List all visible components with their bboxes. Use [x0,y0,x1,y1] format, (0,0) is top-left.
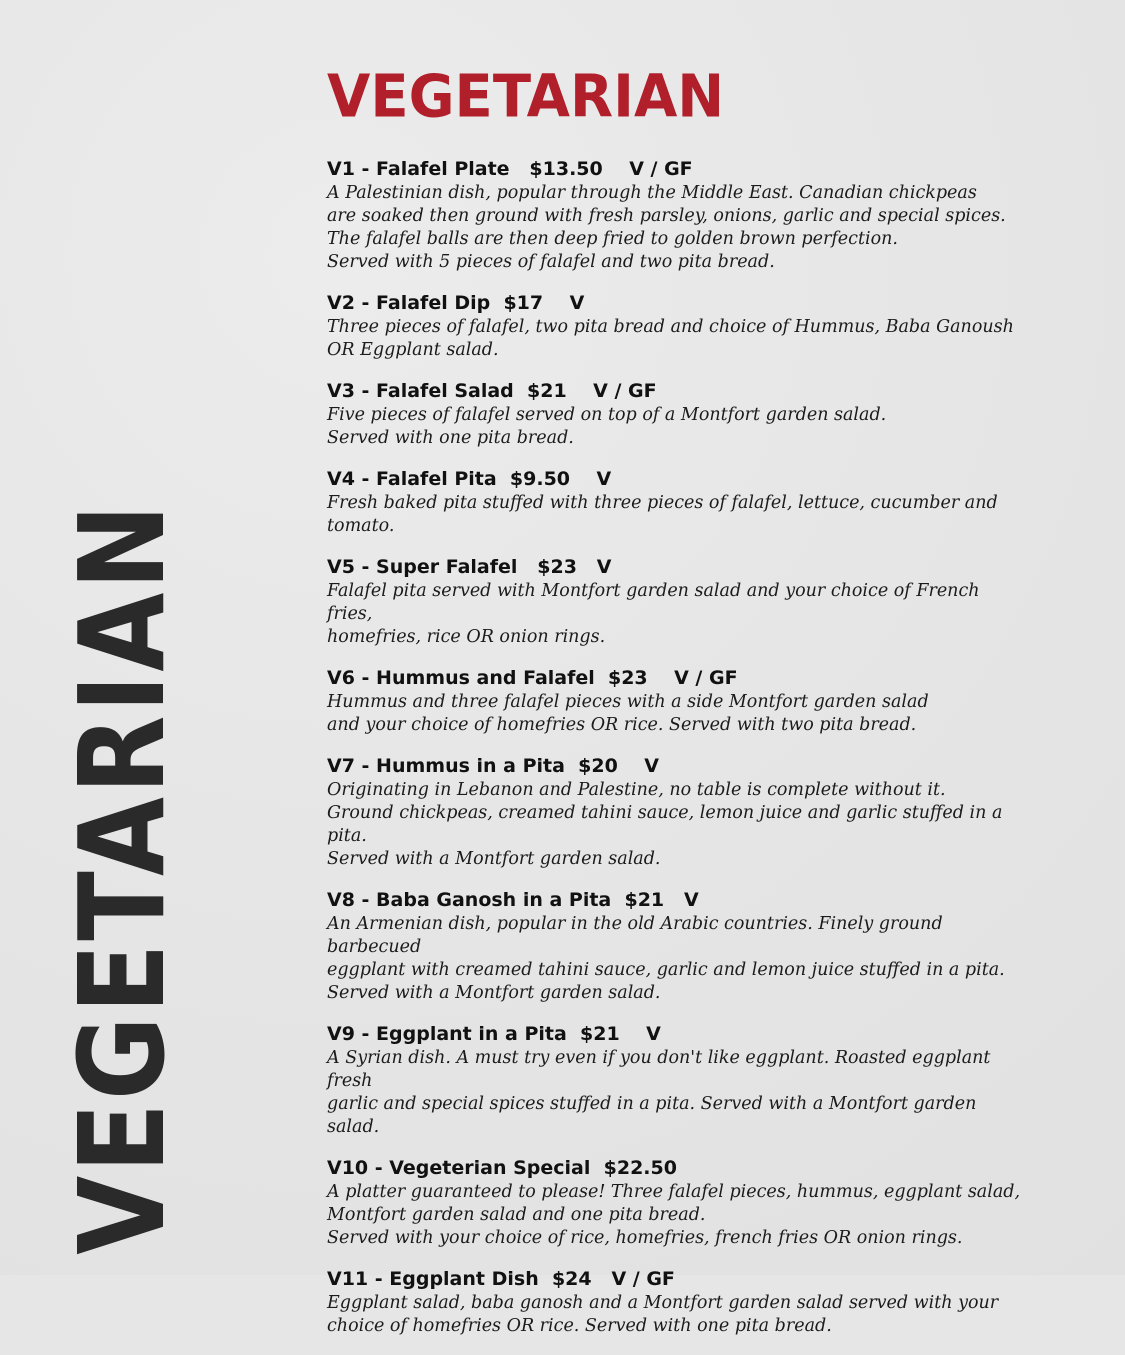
menu-item-v3 [327,379,1027,450]
menu-item-description: A Palestinian dish, popular through the Middle East. Canadian chickpeas are soaked then ground with fresh parsley, onions, garlic and special spices. The falafel balls are then deep fried to golden brown perfection. Served with 5 pieces of falafel and two pita bread. [327,183,1006,272]
menu-item-description: Falafel pita served with Montfort garden salad and your choice of French fries, homefries, rice OR onion rings. [327,581,980,647]
menu-item-heading: V4 - Falafel Pita $9.50 V [327,468,612,490]
menu-item-heading: V2 - Falafel Dip $17 V [327,292,585,314]
menu-item-description: Eggplant salad, baba ganosh and a Montfort garden salad served with your choice of homefries OR rice. Served with one pita bread. [327,1293,999,1336]
menu-item-heading: V6 - Hummus and Falafel $23 V / GF [327,667,738,689]
menu-item-heading: V8 - Baba Ganosh in a Pita $21 V [327,889,699,911]
menu-item-heading: V3 - Falafel Salad $21 V / GF [327,380,657,402]
menu-item-description: Originating in Lebanon and Palestine, no table is complete without it. Ground chickpeas, creamed tahini sauce, lemon juice and garlic stuffed in a pita. Served with a Montfort garden salad. [327,780,1003,869]
menu-item-v10 [327,1156,1027,1250]
menu-item-description: A platter guaranteed to please! Three falafel pieces, hummus, eggplant salad, Montfort garden salad and one pita bread. Served with your choice of rice, homefries, french fries OR onion rings. [327,1182,1021,1248]
menu-item-heading: V9 - Eggplant in a Pita $21 V [327,1023,661,1045]
menu-item-heading: V5 - Super Falafel $23 V [327,556,612,578]
menu-item-v8 [327,888,1027,1005]
menu-item-description: Fresh baked pita stuffed with three pieces of falafel, lettuce, cucumber and tomato. [327,493,998,536]
section-title: VEGETARIAN [327,62,725,131]
menu-item-heading: V1 - Falafel Plate $13.50 V / GF [327,158,693,180]
menu-item-v9 [327,1022,1027,1139]
menu-item-heading: V11 - Eggplant Dish $24 V / GF [327,1268,675,1290]
side-section-title: VEGETARIAN [55,501,192,1255]
menu-item-v6 [327,666,1027,737]
menu-item-heading: V10 - Vegeterian Special $22.50 [327,1157,677,1179]
menu-item-description: Three pieces of falafel, two pita bread and choice of Hummus, Baba Ganoush OR Eggplant salad. [327,317,1014,360]
menu-item-list [327,157,1027,1355]
menu-item-v4 [327,467,1027,538]
menu-item-description: Hummus and three falafel pieces with a side Montfort garden salad and your choice of homefries OR rice. Served with two pita bread. [327,692,929,735]
menu-item-v2 [327,291,1027,362]
menu-item-description: An Armenian dish, popular in the old Arabic countries. Finely ground barbecued eggplant with creamed tahini sauce, garlic and lemon juice stuffed in a pita. Served with a Montfort garden salad. [327,914,1005,1003]
menu-item-v11 [327,1267,1027,1338]
menu-item-v5 [327,555,1027,649]
menu-item-heading: V7 - Hummus in a Pita $20 V [327,755,659,777]
menu-item-v1 [327,157,1027,274]
menu-item-v7 [327,754,1027,871]
menu-item-description: Five pieces of falafel served on top of a Montfort garden salad. Served with one pita bread. [327,405,887,448]
menu-item-description: A Syrian dish. A must try even if you don't like eggplant. Roasted eggplant fresh garlic and special spices stuffed in a pita. Served with a Montfort garden salad. [327,1048,991,1137]
